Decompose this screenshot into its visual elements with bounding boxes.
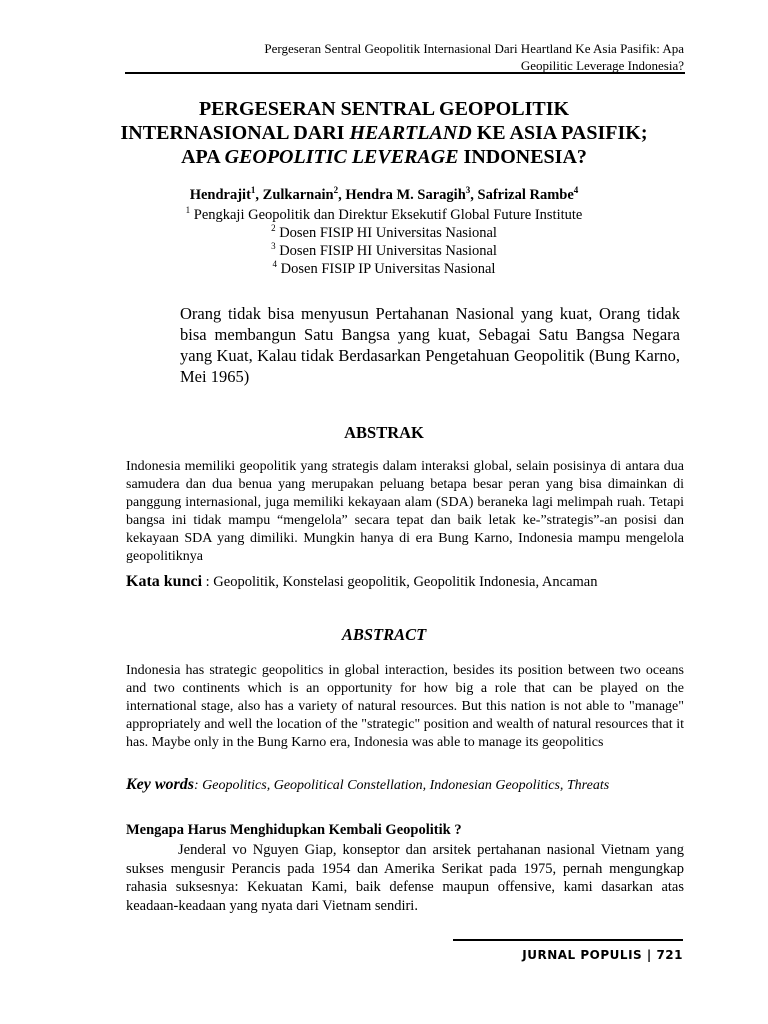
footer-rule [453, 939, 683, 941]
abstract-keywords-text: : Geopolitics, Geopolitical Constellation, Indonesian Geopolitics, Threats [194, 778, 610, 793]
author-1-name: Hendrajit [189, 187, 251, 203]
abstrak-keywords [126, 573, 686, 591]
author-4 [478, 187, 579, 203]
running-header-line1: Pergeseran Sentral Geopolitik Internasional Dari Heartland Ke Asia Pasifik: Apa [264, 41, 684, 56]
title-line-3-post: INDONESIA? [458, 146, 587, 168]
abstrak-heading: ABSTRAK [344, 423, 424, 442]
affiliation-4-sup: 4 [272, 259, 278, 270]
section-body-text: Jenderal vo Nguyen Giap, konseptor dan arsitek pertahanan nasional Vietnam yang sukses mengusir Perancis pada 1954 dan Amerika Serikat pada 1975, pernah mengungkap rahasia suksesnya: Kekuatan Kami, baik defense maupun offensive, kami dasarkan atas keadaan-keadaan yang nyata dari Vietnam sendiri. [126, 842, 684, 914]
title-line-2 [60, 121, 708, 145]
author-3-sup: 3 [465, 185, 471, 196]
affiliation-4-text: Dosen FISIP IP Universitas Nasional [277, 261, 496, 277]
author-2-sup: 2 [333, 185, 339, 196]
page-footer [453, 948, 683, 962]
title-line-2-post: KE ASIA PASIFIK; [471, 122, 648, 144]
title-line-3 [60, 145, 708, 169]
affiliation-2 [60, 224, 708, 242]
author-1-sup: 1 [250, 185, 256, 196]
epigraph-quote: Orang tidak bisa menyusun Pertahanan Nasional yang kuat, Orang tidak bisa membangun Satu Bangsa yang kuat, Sebagai Satu Bangsa Negara yang Kuat, Kalau tidak Berdasarkan Pengetahuan Geopolitik (Bung Karno, Mei 1965) [180, 304, 680, 386]
affiliation-3-sup: 3 [271, 241, 276, 252]
affiliation-1 [60, 206, 708, 224]
author-3 [345, 187, 477, 203]
running-header [164, 40, 684, 74]
title-line-3-italic: GEOPOLITIC LEVERAGE [224, 146, 459, 168]
page-number: 721 [656, 948, 683, 962]
author-1-sep: , [255, 187, 263, 203]
abstrak-keywords-text: : Geopolitik, Konstelasi geopolitik, Geopolitik Indonesia, Ancaman [202, 574, 598, 590]
affiliation-2-sup: 2 [271, 223, 276, 234]
abstrak-body: Indonesia memiliki geopolitik yang strategis dalam interaksi global, selain posisinya di antara dua samudera dan dua benua yang merupakan peluang betapa besar peran yang bisa dimainkan di panggung internasional, juga memiliki kekayaan alam (SDA) beraneka lagi melimpah ruah. Tetapi bangsa ini tidak mampu “mengelola” secara tepat dan baik letak ke-”strategis”-an posisi dan kekayaan SDA yang dimiliki. Mungkin hanya di era Bung Karno, Indonesia mampu mengelola geopolitiknya [126, 459, 684, 564]
author-list [60, 186, 708, 205]
author-2-sep: , [338, 187, 346, 203]
affiliation-3 [60, 242, 708, 260]
abstract-keywords [126, 775, 706, 796]
author-4-name: Safrizal Rambe [477, 187, 574, 203]
title-line-2-italic: HEARTLAND [349, 122, 472, 144]
section-heading: Mengapa Harus Menghidupkan Kembali Geopolitik ? [126, 822, 462, 838]
abstract-keywords-label: Key words [126, 776, 194, 793]
affiliation-3-text: Dosen FISIP HI Universitas Nasional [275, 243, 497, 259]
author-2-name: Zulkarnain [262, 187, 334, 203]
header-rule [125, 72, 685, 74]
author-3-name: Hendra M. Saragih [345, 187, 466, 203]
journal-name: JURNAL POPULIS [522, 948, 643, 962]
section-body [126, 841, 684, 915]
author-3-sep: , [470, 187, 478, 203]
running-header-line2: Geopilitic Leverage Indonesia? [520, 58, 684, 73]
abstract-body: Indonesia has strategic geopolitics in global interaction, besides its position between two oceans and two continents which is an opportunity for how big a role that can be played on the international stage, also has a variety of natural resources. But this nation is not able to "manage" appropriately and well the location of the "strategic" position and wealth of natural resources that it has. Maybe only in the Bung Karno era, Indonesia was able to manage its geopolitics [126, 663, 684, 750]
author-2 [263, 187, 346, 203]
affiliation-1-sup: 1 [185, 205, 191, 216]
title-line-1: PERGESERAN SENTRAL GEOPOLITIK [198, 98, 570, 120]
author-4-sup: 4 [573, 185, 579, 196]
affiliation-1-text: Pengkaji Geopolitik dan Direktur Eksekutif Global Future Institute [190, 207, 583, 223]
title-line-2-pre: INTERNASIONAL DARI [120, 122, 350, 144]
abstrak-keywords-label: Kata kunci [126, 573, 203, 590]
affiliation-2-text: Dosen FISIP HI Universitas Nasional [275, 225, 497, 241]
affiliation-4 [60, 260, 708, 278]
paper-title [60, 97, 708, 169]
title-line-3-pre: APA [181, 146, 225, 168]
abstract-heading: ABSTRACT [341, 625, 427, 644]
affiliation-list [60, 206, 708, 278]
footer-separator: | [642, 948, 657, 962]
author-1 [190, 187, 263, 203]
